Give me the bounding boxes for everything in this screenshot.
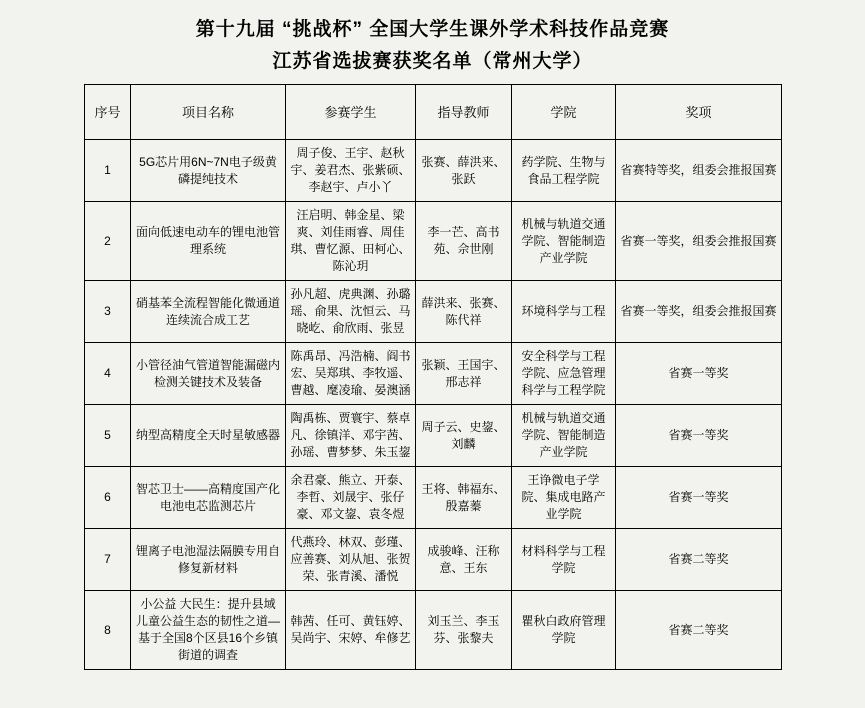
cell-no: 7	[85, 529, 131, 591]
cell-teachers: 李一芒、高书苑、佘世刚	[416, 202, 512, 281]
column-header-award: 奖项	[616, 85, 782, 140]
column-header-college: 学院	[512, 85, 616, 140]
award-table-wrapper	[0, 84, 865, 670]
cell-college: 机械与轨道交通学院、智能制造产业学院	[512, 202, 616, 281]
cell-award: 省赛二等奖	[616, 529, 782, 591]
cell-project: 小管径油气管道智能漏磁内检测关键技术及装备	[131, 343, 286, 405]
cell-no: 1	[85, 140, 131, 202]
table-body	[85, 140, 782, 670]
cell-college: 王诤微电子学院、集成电路产业学院	[512, 467, 616, 529]
cell-project: 纳型高精度全天时星敏感器	[131, 405, 286, 467]
cell-college: 材料科学与工程学院	[512, 529, 616, 591]
cell-students: 韩茜、任可、黄钰婷、吴尚宇、宋婷、牟修艺	[286, 591, 416, 670]
column-header-students: 参赛学生	[286, 85, 416, 140]
table-row	[85, 467, 782, 529]
cell-students: 孙凡超、虎典渊、孙璐瑶、俞果、沈恒云、马晓屹、俞欣雨、张昱	[286, 281, 416, 343]
cell-teachers: 成骏峰、汪称意、王东	[416, 529, 512, 591]
table-row	[85, 405, 782, 467]
cell-award: 省赛一等奖	[616, 343, 782, 405]
cell-project: 小公益 大民生：提升县域儿童公益生态的韧性之道—基于全国8个区县16个乡镇街道的调查	[131, 591, 286, 670]
cell-no: 8	[85, 591, 131, 670]
cell-no: 6	[85, 467, 131, 529]
document-title-block	[0, 14, 865, 78]
cell-students: 周子俊、王宇、赵秋宇、姜君杰、张紫硕、李赵宇、卢小丫	[286, 140, 416, 202]
cell-no: 3	[85, 281, 131, 343]
cell-project: 5G芯片用6N~7N电子级黄磷提纯技术	[131, 140, 286, 202]
cell-teachers: 薛洪来、张赛、陈代祥	[416, 281, 512, 343]
page-title-line-2: 江苏省选拔赛获奖名单（常州大学）	[272, 51, 593, 72]
cell-project: 锂离子电池湿法隔膜专用自修复新材料	[131, 529, 286, 591]
cell-teachers: 王将、韩福东、殷嘉蓁	[416, 467, 512, 529]
cell-college: 机械与轨道交通学院、智能制造产业学院	[512, 405, 616, 467]
table-row	[85, 202, 782, 281]
cell-teachers: 张颖、王国宇、邢志祥	[416, 343, 512, 405]
cell-students: 余君豪、熊立、开泰、李哲、刘晟宇、张仔豪、邓文鋆、袁冬煜	[286, 467, 416, 529]
cell-college: 安全科学与工程学院、应急管理科学与工程学院	[512, 343, 616, 405]
table-row	[85, 343, 782, 405]
table-row	[85, 591, 782, 670]
cell-project: 硝基苯全流程智能化微通道连续流合成工艺	[131, 281, 286, 343]
cell-no: 5	[85, 405, 131, 467]
cell-project: 面向低速电动车的锂电池管理系统	[131, 202, 286, 281]
table-header-row	[85, 85, 782, 140]
cell-award: 省赛二等奖	[616, 591, 782, 670]
cell-no: 2	[85, 202, 131, 281]
cell-award: 省赛一等奖，组委会推报国赛	[616, 281, 782, 343]
cell-award: 省赛特等奖，组委会推报国赛	[616, 140, 782, 202]
cell-award: 省赛一等奖，组委会推报国赛	[616, 202, 782, 281]
cell-students: 代燕玲、林双、彭瑾、应善赛、刘从旭、张贺荣、张青溪、潘悦	[286, 529, 416, 591]
cell-no: 4	[85, 343, 131, 405]
cell-students: 汪启明、韩金星、梁爽、刘佳雨睿、周佳琪、曹忆源、田柯心、陈沁玥	[286, 202, 416, 281]
table-row	[85, 529, 782, 591]
cell-college: 环境科学与工程	[512, 281, 616, 343]
cell-award: 省赛一等奖	[616, 467, 782, 529]
cell-project: 智芯卫士——高精度国产化电池电芯监测芯片	[131, 467, 286, 529]
cell-students: 陈禹昂、冯浩楠、阎书宏、吴郑琪、李牧遥、曹越、麾凌瑜、晏澳涵	[286, 343, 416, 405]
page-title-line-1: 第十九届 “挑战杯” 全国大学生课外学术科技作品竞赛	[195, 19, 670, 40]
cell-teachers: 刘玉兰、李玉芬、张黎夫	[416, 591, 512, 670]
column-header-project: 项目名称	[131, 85, 286, 140]
cell-teachers: 张赛、薛洪来、张跃	[416, 140, 512, 202]
cell-college: 药学院、生物与食品工程学院	[512, 140, 616, 202]
table-row	[85, 140, 782, 202]
cell-college: 瞿秋白政府管理学院	[512, 591, 616, 670]
column-header-teachers: 指导教师	[416, 85, 512, 140]
cell-award: 省赛一等奖	[616, 405, 782, 467]
cell-students: 陶禹栋、贾寰宇、蔡卓凡、徐镇洋、邓宇茜、孙瑶、曹梦梦、朱玉鋆	[286, 405, 416, 467]
cell-teachers: 周子云、史鋆、刘麟	[416, 405, 512, 467]
award-list-table	[84, 84, 782, 670]
column-header-no: 序号	[85, 85, 131, 140]
table-row	[85, 281, 782, 343]
